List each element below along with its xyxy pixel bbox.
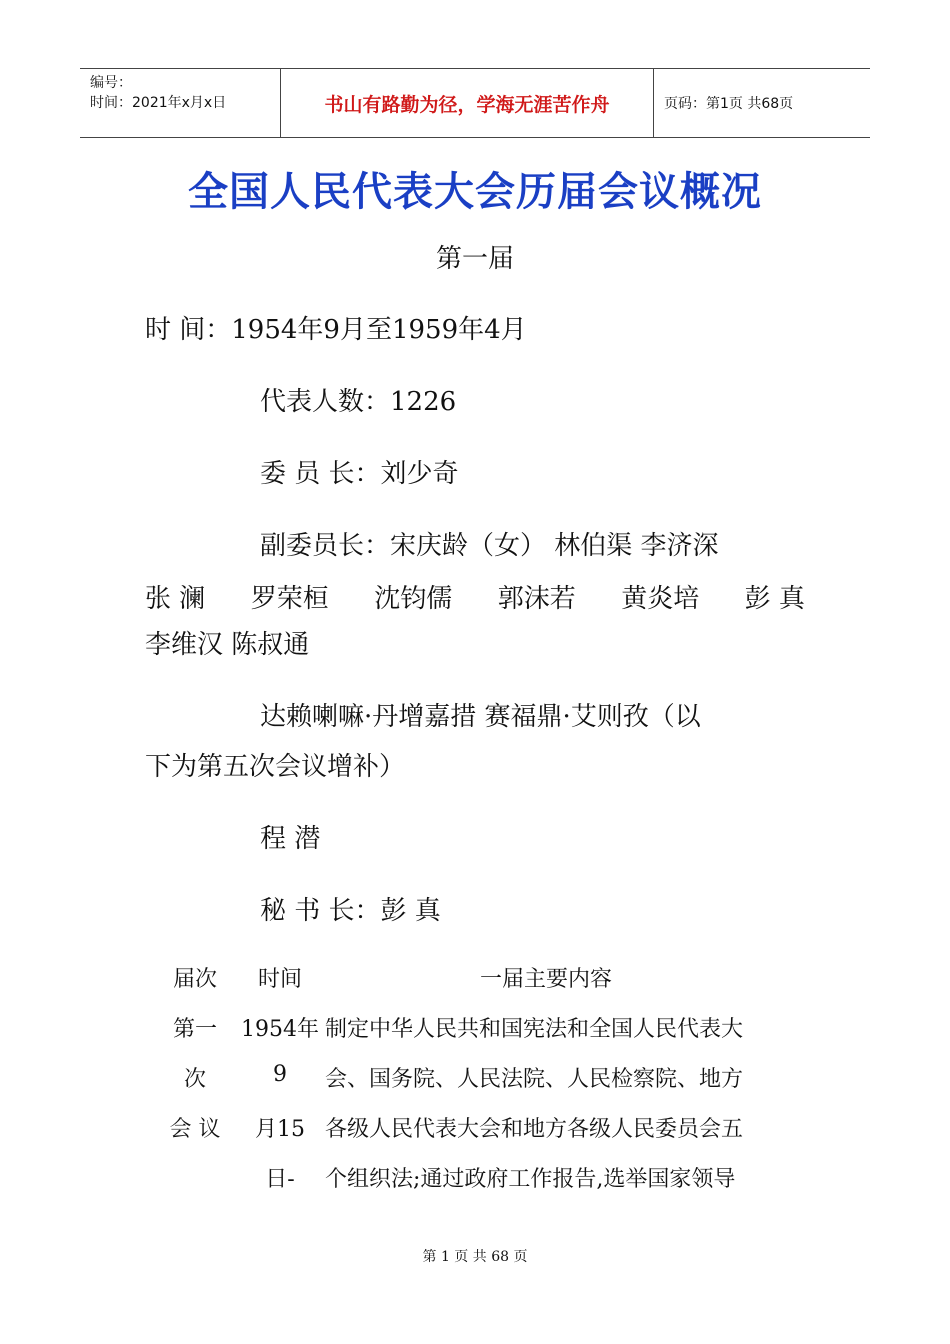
vice-chairmen-line-1: 副委员长：宋庆龄（女） 林伯渠 李济深 <box>260 531 719 561</box>
vice-name: 沈钧儒 <box>374 584 453 614</box>
table-cell: 第一 <box>172 1017 217 1042</box>
col-header-session: 届次 <box>172 967 217 992</box>
table-cell: 1954年 <box>241 1017 319 1042</box>
added-member-name: 程 潜 <box>260 824 321 854</box>
table-cell: 月15 <box>255 1117 305 1142</box>
table-cell: 会 议 <box>169 1117 221 1142</box>
page-header <box>80 68 870 138</box>
col-header-time: 时间 <box>257 967 302 992</box>
header-meta <box>80 69 281 137</box>
secretary-line: 秘 书 长：彭 真 <box>260 896 441 926</box>
document-title: 全国人民代表大会历届会议概况 <box>188 169 762 215</box>
table-cell: 个组织法;通过政府工作报告,选举国家领导 <box>325 1167 736 1192</box>
vice-name: 彭 真 <box>744 584 805 614</box>
table-cell: 制定中华人民共和国宪法和全国人民代表大 <box>325 1017 744 1042</box>
added-members-line-1: 达赖喇嘛·丹增嘉措 赛福鼎·艾则孜（以 <box>260 702 701 732</box>
vice-name: 罗荣桓 <box>250 584 329 614</box>
table-cell: 日- <box>265 1167 295 1192</box>
vice-name: 郭沫若 <box>497 584 576 614</box>
vice-name: 张 澜 <box>145 584 206 614</box>
vice-chairmen-line-3: 李维汉 陈叔通 <box>145 630 310 660</box>
date-label: 时间：2021年x月x日 <box>90 95 227 111</box>
vice-chairmen-line-2 <box>145 578 805 615</box>
page-footer: 第 1 页 共 68 页 <box>422 1249 528 1265</box>
table-cell: 各级人民代表大会和地方各级人民委员会五 <box>325 1117 744 1142</box>
chairman-line: 委 员 长：刘少奇 <box>260 459 459 489</box>
col-header-content: 一届主要内容 <box>480 967 613 992</box>
vice-name: 黄炎培 <box>621 584 700 614</box>
serial-label: 编号： <box>90 75 132 91</box>
header-motto: 书山有路勤为径，学海无涯苦作舟 <box>281 69 654 137</box>
added-members-line-2: 下为第五次会议增补） <box>145 752 406 782</box>
delegates-line: 代表人数：1226 <box>260 387 457 417</box>
table-cell: 次 <box>183 1067 206 1092</box>
time-line: 时 间：1954年9月至1959年4月 <box>145 315 527 345</box>
table-cell: 会、国务院、人民法院、人民检察院、地方 <box>325 1067 744 1092</box>
session-heading: 第一届 <box>435 244 514 274</box>
table-cell: 9 <box>273 1062 287 1087</box>
header-page-number: 页码：第1页 共68页 <box>664 96 794 112</box>
